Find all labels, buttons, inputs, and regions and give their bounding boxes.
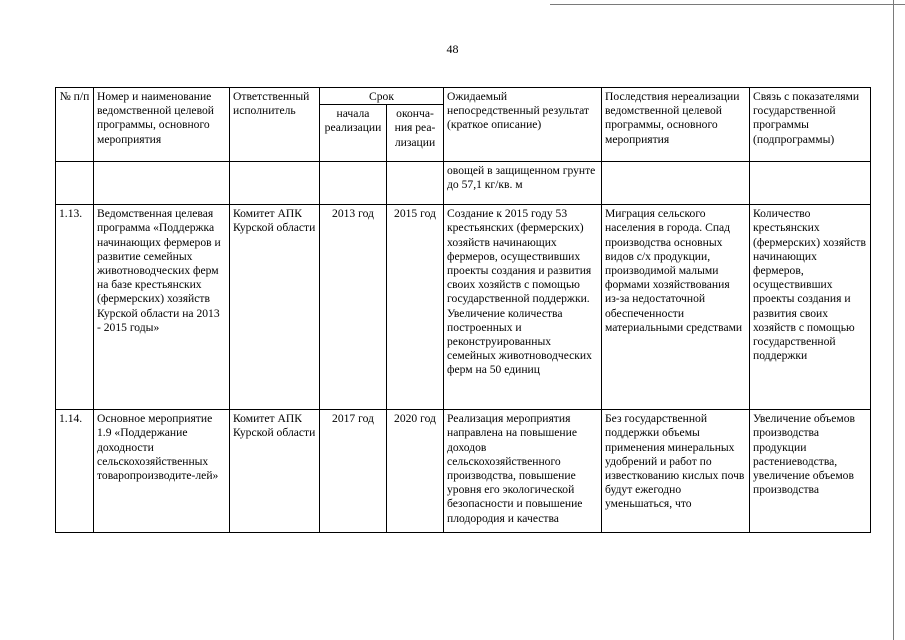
header-term-end: оконча-ния реа-лизации (387, 105, 444, 162)
header-num: № п/п (56, 88, 94, 162)
cell-executor: Комитет АПК Курской области (230, 205, 320, 410)
cell-num (56, 162, 94, 205)
header-result: Ожидаемый непосредственный результат (краткое описание) (444, 88, 602, 162)
cell-consequences (602, 162, 750, 205)
header-term: Срок (320, 88, 444, 105)
program-table (55, 87, 871, 533)
cell-result: Реализация мероприятия направлена на повышение доходов сельскохозяйственного производства, повышение уровня его экологической безопасности и повышение плодородия и качества (444, 410, 602, 533)
header-consequences: Последствия нереализации ведомственной целевой программы, основного мероприятия (602, 88, 750, 162)
cell-name (94, 162, 230, 205)
cell-num: 1.14. (56, 410, 94, 533)
cell-start: 2017 год (320, 410, 387, 533)
cell-executor: Комитет АПК Курской области (230, 410, 320, 533)
scan-edge-top (550, 4, 905, 5)
cell-end: 2020 год (387, 410, 444, 533)
header-term-start: начала реализации (320, 105, 387, 162)
cell-link: Увеличение объемов производства продукции растениеводства, увеличение объемов производства (750, 410, 871, 533)
header-link: Связь с показателями государственной программы (подпрограммы) (750, 88, 871, 162)
cell-end (387, 162, 444, 205)
scan-edge-right (893, 0, 894, 640)
cell-start (320, 162, 387, 205)
cell-consequences: Без государственной поддержки объемы применения минеральных удобрений и работ по известкованию кислых почв будут ежегодно уменьшаться, что (602, 410, 750, 533)
page-number: 48 (446, 42, 459, 56)
cell-link (750, 162, 871, 205)
cell-result: овощей в защищенном грунте до 57,1 кг/кв. м (444, 162, 602, 205)
cell-link: Количество крестьянских (фермерских) хозяйств начинающих фермеров, осуществивших проекты создания и развития своих хозяйств с помощью государственной поддержки (750, 205, 871, 410)
cell-start: 2013 год (320, 205, 387, 410)
cell-result: Создание к 2015 году 53 крестьянских (фермерских) хозяйств начинающих фермеров, осуществивших проекты создания и развития своих хозяйств с помощью государственной поддержки. Увеличение количества построенных и реконструированных семейных животноводческих ферм на 50 единиц (444, 205, 602, 410)
cell-end: 2015 год (387, 205, 444, 410)
cell-num: 1.13. (56, 205, 94, 410)
cell-name: Основное мероприятие 1.9 «Поддержание доходности сельскохозяйственных товаропроизводите-лей» (94, 410, 230, 533)
cell-executor (230, 162, 320, 205)
header-executor: Ответственный исполнитель (230, 88, 320, 162)
table-header-row (56, 88, 871, 105)
cell-consequences: Миграция сельского населения в города. Спад производства основных видов с/х продукции, производимой малыми формами хозяйствования из-за недостаточной обеспеченности материальными средствами (602, 205, 750, 410)
table-row (56, 162, 871, 205)
cell-name: Ведомственная целевая программа «Поддержка начинающих фермеров и развитие семейных животноводческих ферм на базе крестьянских (фермерских) хозяйств Курской области на 2013 - 2015 годы» (94, 205, 230, 410)
table-row (56, 410, 871, 533)
table-row (56, 205, 871, 410)
header-name: Номер и наименование ведомственной целевой программы, основного мероприятия (94, 88, 230, 162)
